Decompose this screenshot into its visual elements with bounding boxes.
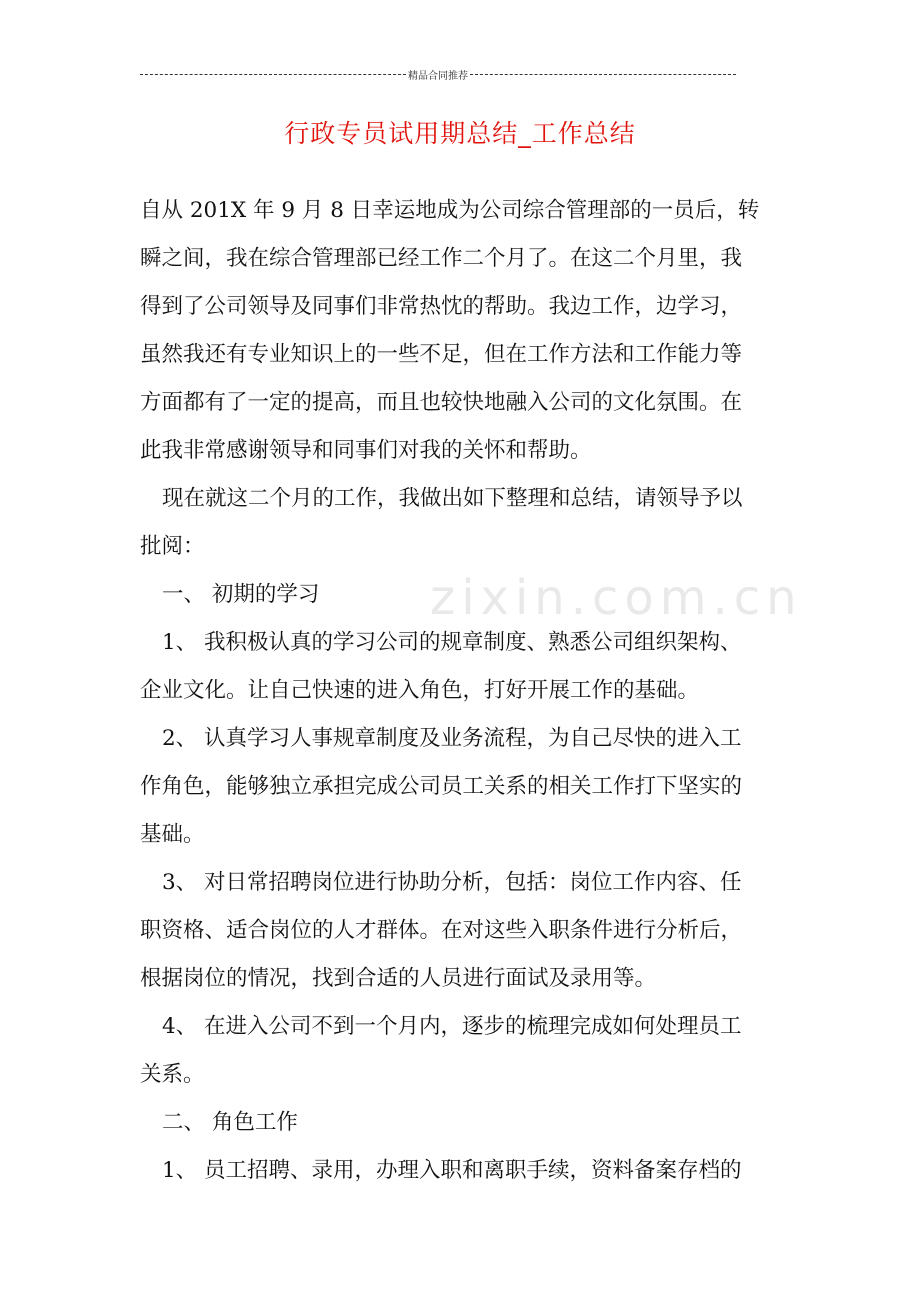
body-line: 3、 对日常招聘岗位进行协助分析，包括：岗位工作内容、任 bbox=[162, 870, 742, 895]
body-line: 2、 认真学习人事规章制度及业务流程，为自己尽快的进入工 bbox=[162, 726, 742, 751]
body-line: 方面都有了一定的提高，而且也较快地融入公司的文化氛围。在 bbox=[140, 390, 743, 415]
body-line: 作角色，能够独立承担完成公司员工关系的相关工作打下坚实的 bbox=[140, 774, 743, 799]
body-line: 企业文化。让自己快速的进入角色，打好开展工作的基础。 bbox=[140, 678, 700, 703]
watermark: zixin.com.cn bbox=[430, 570, 803, 626]
header-label: 精品合同推荐 bbox=[408, 70, 468, 82]
page-header-rule bbox=[140, 67, 736, 81]
body-line: 瞬之间，我在综合管理部已经工作二个月了。在这二个月里，我 bbox=[140, 246, 743, 271]
body-line: 得到了公司领导及同事们非常热忱的帮助。我边工作，边学习， bbox=[140, 294, 743, 319]
body-line: 基础。 bbox=[140, 822, 205, 847]
body-line: 根据岗位的情况，找到合适的人员进行面试及录用等。 bbox=[140, 966, 657, 991]
body-line: 虽然我还有专业知识上的一些不足，但在工作方法和工作能力等 bbox=[140, 342, 743, 367]
header-dash-left bbox=[140, 74, 406, 75]
header-dash-right bbox=[470, 74, 736, 75]
body-line: 批阅： bbox=[140, 534, 205, 559]
body-line: 此我非常感谢领导和同事们对我的关怀和帮助。 bbox=[140, 438, 592, 463]
section-heading: 一、 初期的学习 bbox=[162, 582, 320, 607]
body-line: 职资格、适合岗位的人才群体。在对这些入职条件进行分析后， bbox=[140, 918, 743, 943]
body-line: 1、 我积极认真的学习公司的规章制度、熟悉公司组织架构、 bbox=[162, 630, 742, 655]
body-line: 现在就这二个月的工作，我做出如下整理和总结，请领导予以 bbox=[162, 486, 743, 511]
body-line: 1、 员工招聘、录用，办理入职和离职手续，资料备案存档的 bbox=[162, 1158, 742, 1183]
body-line: 关系。 bbox=[140, 1062, 205, 1087]
section-heading: 二、 角色工作 bbox=[162, 1110, 298, 1135]
document-body bbox=[140, 187, 790, 1195]
body-line: 自从 201X 年 9 月 8 日幸运地成为公司综合管理部的一员后，转 bbox=[140, 198, 760, 223]
body-line: 4、 在进入公司不到一个月内，逐步的梳理完成如何处理员工 bbox=[162, 1014, 742, 1039]
document-title: 行政专员试用期总结_工作总结 bbox=[284, 119, 636, 148]
